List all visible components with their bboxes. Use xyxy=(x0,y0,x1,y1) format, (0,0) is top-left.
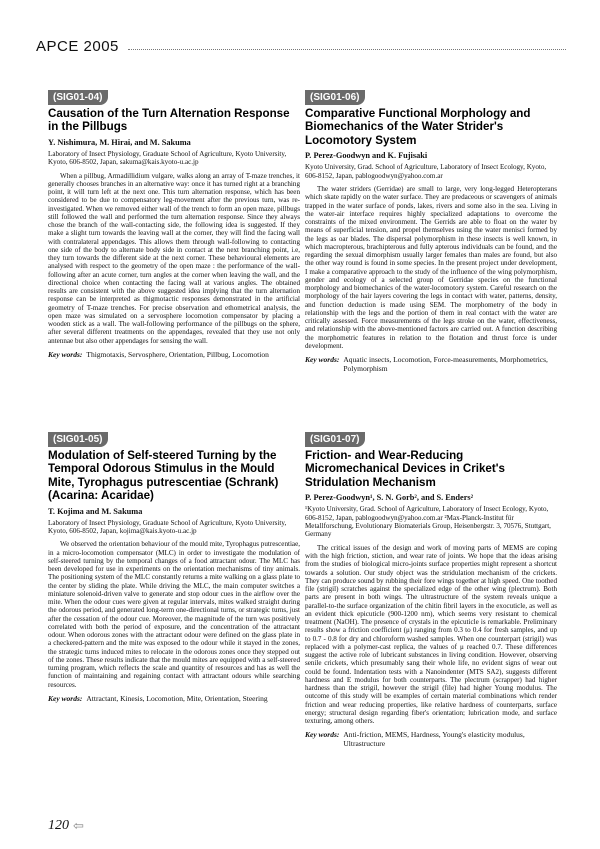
keywords-label: Key words: xyxy=(305,355,340,365)
abstract-title: Causation of the Turn Alternation Response in the Pillbugs xyxy=(48,107,290,134)
abstract-authors: T. Kojima and M. Sakuma xyxy=(48,506,143,516)
abstract-keywords xyxy=(305,730,557,748)
abstract-tag: (SIG01-07) xyxy=(305,432,365,447)
page-number: 120 xyxy=(48,818,69,833)
abstract-sig01-06 xyxy=(305,87,557,373)
abstract-tag: (SIG01-04) xyxy=(48,90,108,105)
abstract-title: Modulation of Self-steered Turning by the Temporal Odorous Stimulus in the Mould Mite, Tyrophagus putrescentiae (Schrank) (Acarina: Acaridae) xyxy=(48,449,279,503)
keywords-label: Key words: xyxy=(48,349,83,359)
abstract-affiliation: ¹Kyoto University, Grad. School of Agriculture, Laboratory of Insect Ecology, Kyoto, 606-8152, Japan, pablogoodwyn@yahoo.com.ar ²Max-Planck-Institut für Metallforschung, Evolutionary Biomaterials Group, Heisenbergstr. 3, 70576, Stuttgart, Germany xyxy=(305,505,551,539)
abstract-tag: (SIG01-06) xyxy=(305,90,365,105)
header-rule xyxy=(128,49,566,50)
abstract-keywords xyxy=(305,355,557,373)
abstract-affiliation: Laboratory of Insect Physiology, Graduate School of Agriculture, Kyoto University, Kyoto, 606-8502, Japan, sakuma@kais.kyoto-u.ac.jp xyxy=(48,149,287,167)
abstract-body: The critical issues of the design and work of moving parts of MEMS are coping with the high friction, stiction, and wear rate of joints. We hope that the ideas arising from the studies of biological micro-joints surface properties might represent a shortcut towards a solution. Our study object was the stridulation mechanism of the crickets. They can produce sound by rubbing their fore wings together at high speed. One toothed file (strigil) scratches against the specialized edge of the other wing (plectrum). Both parts are present in both wings. The ultrastructure of the system reveals unique a parallel-to-the surface organization of the chitin fibril layers in the exocuticle, as well as an evident thick epicuticle (900-1200 nm), which seems very resistant to chemical treatment (NaOH). The presence of crystals in the epicuticle is remarkable. Preliminary results show a friction coefficient (μ) ranging from 0.3 to 0.4 for fresh samples, and up to 0.7 - 0.8 for dry and chloroform washed samples. When one counterpart (strigil) was replaced with a polymer-cast replica, the values of μ reached 0.7. These differences suggest the active role of lubricant substances in living condition. However, observing senile crickets, which presumably sang their whole life, no evident signs of wear out could be found. Indentation tests with a Nanoindenter (MTS SA2), suggests different hardness and E modulus for both counterparts. The plectrum (scrapper) had higher hardness than the strigil, however the strigil (file) had higher Young modulus. The outcome of this study will be examples of certain material combinations which render friction and wear reducing properties, like relative hardness of counterparts, surface energy; structural design regarding fiber's orientation; lubrication mode, and surface texturing, among others. xyxy=(305,543,557,726)
abstract-keywords xyxy=(48,350,300,359)
abstract-authors: Y. Nishimura, M. Hirai, and M. Sakuma xyxy=(48,137,191,147)
keywords-label: Key words: xyxy=(305,730,340,740)
abstract-keywords xyxy=(48,694,300,703)
left-arrow-icon: ⇦ xyxy=(73,818,84,833)
abstract-body: We observed the orientation behaviour of the mould mite, Tyrophagus putrescentiae, in a micro-locomotion compensator (MLC) in order to investigate the modulation of self-steered turning by the temporal changes of a food attractant odour. The MLC has been developed for use in experiments on the orientation mechanisms of tiny animals. The positioning system of the MLC constantly returns a mite walking on a glass plate to the center by sliding the plate. While driving the MLC, the main computer switches a miniature solenoid-driven valve to generate and stop odour cues in the airflow over the mite. When the odour cues were given at regular intervals, mites walked straight during the odorous period, and generated long-term one-directional turns, or strategic turns, just after the cessation of the odour cue. Moreover, the magnitude of the turn was positively correlated with both the period of exposure, and the concentration of the attractant odour. When odorous zones with the attractant odour were defined on the glass plate in a checkered-pattern and the mite was exposed to the odour while it stayed in the zones, the strategic turns induced mites to relocate in the odorous zones once they stepped out of the zones. These results indicate that the mould mites are equipped with a self-steered turning program, which reflects the scale and quantity of resources and has as well the function of maintaining and regaining contact with attractant odours while searching resources. xyxy=(48,540,300,689)
abstract-body: The water striders (Gerridae) are small to large, very long-legged Heteropterans which skate rapidly on the water surface. They are predaceous or scavengers of animals trapped in the water surface of ponds, lakes, rivers and some also in the sea. Living in the water-air interface requires highly specialized adaptations to overcome the constraints of the mixed environment. The Gerrids are able to float on the water by means of superficial tension, and propel themselves using the water menisci formed by the legs as oar blades. The dispersal polymorphism in these insects is well known, in which macropterous, brachipterous and fully apterous individuals can be found, and the regarding the sexual dimorphism usually larger females than males are found, but also the other way round is found in some species. In the present project under development, I make a comparative approach to the study of the influence of the wing polymorphism, gender and ecology of a selected group of Gerridae species on the functional morphology and biomechanics of the water-locomotory system. Careful research on the morphology of the hair layers covering the legs in contact with water, patterns, density, and function deduction is made using SEM. The morphometry of the body in relationship with the legs and the portion of them in real contact with the water are critically assessed. Force measurements of the legs stroke on the water, effectiveness, and relationship with the above-mentioned factors are carried out. A function describing the morphometric features in relation to the flotation and thrust force is under development. xyxy=(305,185,557,350)
abstract-sig01-07 xyxy=(305,429,557,748)
abstract-sig01-05 xyxy=(48,429,300,703)
keywords-text: Thigmotaxis, Servosphere, Orientation, Pillbug, Locomotion xyxy=(86,349,269,359)
abstract-sig01-04 xyxy=(48,87,300,359)
page-footer xyxy=(48,818,84,834)
keywords-text: Anti-friction, MEMS, Hardness, Young's elasticity modulus, Ultrastructure xyxy=(343,730,525,749)
abstract-authors: P. Perez-Goodwyn and K. Fujisaki xyxy=(305,151,428,161)
keywords-text: Attractant, Kinesis, Locomotion, Mite, Orientation, Steering xyxy=(86,693,268,703)
conference-title: APCE 2005 xyxy=(36,38,119,55)
abstract-title: Friction- and Wear-Reducing Micromechanical Devices in Criket's Stridulation Mechanism xyxy=(305,449,505,489)
keywords-label: Key words: xyxy=(48,693,83,703)
keywords-text: Aquatic insects, Locomotion, Force-measurements, Morphometrics, Polymorphism xyxy=(343,355,548,374)
running-header xyxy=(36,38,566,58)
abstract-tag: (SIG01-05) xyxy=(48,432,108,447)
abstract-affiliation: Kyoto University, Grad. School of Agriculture, Laboratory of Insect Ecology, Kyoto, 606-8152, Japan, pablogoodwyn@yahoo.com.ar xyxy=(305,163,547,180)
abstract-affiliation: Laboratory of Insect Physiology, Graduate School of Agriculture, Kyoto University, Kyoto, 606-8502, Japan, kojima@kais.kyoto-u.ac.jp xyxy=(48,518,287,536)
abstract-body: When a pillbug, Armadillidium vulgare, walks along an array of T-maze trenches, it generally chooses branches in an alternative way: once it has turned right at a branching point, it will turn left at the next one. This turn alternation response, which has been considered to be due to compensatory leg-movement after the previous turn, was re-investigated. When we removed either wall of the trench to form an open maze, pillbugs still followed the wall and performed the turn alternation response. Since they always chose the branch of the wall-contacting side, the following idea is suggested. If they make a slight turn towards the leaving wall at the corner, they will find the facing wall with contralateral appendages. This allows them through wall-following to contacting one side of the body to alternate body side in contact at the next branching point, i.e, they turn towards the different side at the next corner. These behavioural elements are analysed with respect to the geometry of the open maze : the performance of the wall-following after an acute corner, turn angles at the corner when leaving the wall, and the directional choice when contacting the facing wall at various angles. The obtained results are consistent with the above suggested idea implying that the turn alternation response can be interpreted as thigmotactic responses demonstrated in the artificial geometry of T-maze trenches. For precise observation and ethometrical analysis, the open maze was simulated on a servosphere locomotion compensator by placing a wooden stick as a wall. The wall-following performance of the pillbugs on the sphere, after several different treatments on the appendages, revealed that they use not only antennae but also other appendages for sensing the wall. xyxy=(48,171,300,345)
abstract-title: Comparative Functional Morphology and Biomechanics of the Water Strider's Locomotory System xyxy=(305,107,531,147)
abstract-authors: P. Perez-Goodwyn¹, S. N. Gorb², and S. Enders² xyxy=(305,493,474,503)
